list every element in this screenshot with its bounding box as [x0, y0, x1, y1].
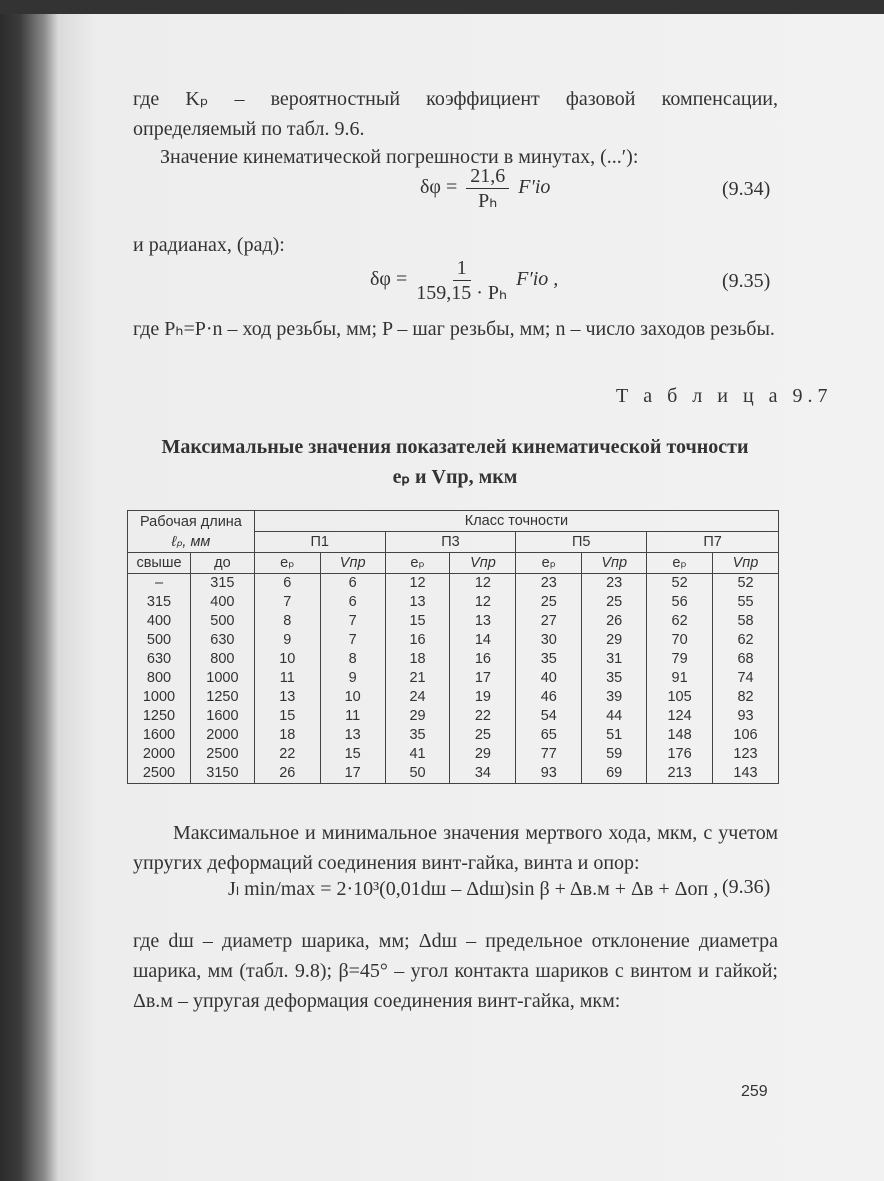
table-cell: 34 — [450, 764, 516, 784]
header-working-length-unit: ℓₚ, мм — [171, 533, 211, 550]
table-cell: 13 — [385, 593, 450, 612]
table-cell: 176 — [647, 745, 713, 764]
table-cell: 26 — [254, 764, 320, 784]
table-cell: 500 — [190, 612, 254, 631]
eq935-lhs: δφ = — [370, 268, 408, 291]
eq935-fraction — [416, 256, 507, 305]
table-cell: 15 — [385, 612, 450, 631]
header-working-length-label: Рабочая длина — [139, 513, 242, 530]
table-cell: 2500 — [128, 764, 191, 784]
table-cell: 22 — [254, 745, 320, 764]
header-from: свыше — [128, 553, 191, 574]
table-cell: 400 — [190, 593, 254, 612]
table-cell: 30 — [516, 631, 582, 650]
equation-9-36: Jₗ min/max = 2·10³(0,01dш – Δdш)sin β + Δв.м + Δв + Δоп , — [228, 878, 719, 900]
paragraph-ball-diameter: где dш – диаметр шарика, мм; Δdш – предельное отклонение диаметра шарика, мм (табл. 9.8); β=45° – угол контакта шариков с винтом и гайкой; Δв.м – упругая деформация соединения винт-гайка, мкм: — [133, 930, 778, 1012]
table-cell: 52 — [713, 574, 779, 594]
header-e: eₚ — [254, 553, 320, 574]
table-cell: 22 — [450, 707, 516, 726]
table-cell: 23 — [582, 574, 647, 594]
table-cell: 79 — [647, 650, 713, 669]
table-cell: 2500 — [190, 745, 254, 764]
eq934-rhs: F′io — [518, 176, 551, 199]
header-class-p1: П1 — [254, 532, 385, 553]
table-title-line2: eₚ и Vпр, мкм — [392, 466, 518, 488]
paragraph-thread-pitch: где Pₕ=P·n – ход резьбы, мм; P – шаг резьбы, мм; n – число заходов резьбы. — [133, 318, 775, 340]
table-caption: Т а б л и ц а 9.7 — [616, 385, 833, 407]
table-cell: 143 — [713, 764, 779, 784]
table-cell: 1250 — [128, 707, 191, 726]
table-cell: 9 — [320, 669, 385, 688]
header-v: Vпр — [713, 553, 779, 574]
header-v: Vпр — [320, 553, 385, 574]
table-cell: 630 — [128, 650, 191, 669]
table-cell: 70 — [647, 631, 713, 650]
header-class-p7: П7 — [647, 532, 779, 553]
table-row — [128, 707, 779, 726]
table-cell: 1600 — [128, 726, 191, 745]
header-v: Vпр — [582, 553, 647, 574]
table-cell: 68 — [713, 650, 779, 669]
table-row — [128, 726, 779, 745]
table-cell: 13 — [254, 688, 320, 707]
table-cell: 35 — [582, 669, 647, 688]
table-cell: 59 — [582, 745, 647, 764]
table-cell: 10 — [254, 650, 320, 669]
eq935-numerator: 1 — [453, 256, 471, 281]
table-cell: 800 — [128, 669, 191, 688]
book-spine-shadow — [0, 14, 58, 1181]
header-v: Vпр — [450, 553, 516, 574]
table-body — [128, 574, 779, 784]
table-cell: 25 — [450, 726, 516, 745]
table-cell: 91 — [647, 669, 713, 688]
table-cell: 7 — [320, 631, 385, 650]
equation-number-9-34: (9.34) — [722, 178, 771, 200]
header-to: до — [190, 553, 254, 574]
header-class-p3: П3 — [385, 532, 516, 553]
table-title-line1: Максимальные значения показателей кинематической точности — [161, 436, 749, 458]
table-cell: 17 — [320, 764, 385, 784]
table-cell: 7 — [320, 612, 385, 631]
table-cell: 315 — [128, 593, 191, 612]
table-cell: 77 — [516, 745, 582, 764]
table-cell: 18 — [254, 726, 320, 745]
table-cell: 18 — [385, 650, 450, 669]
header-accuracy-class: Класс точности — [254, 511, 778, 532]
table-cell: 6 — [254, 574, 320, 594]
table-row — [128, 574, 779, 594]
table-cell: 31 — [582, 650, 647, 669]
table-cell: – — [128, 574, 191, 594]
table-cell: 315 — [190, 574, 254, 594]
header-e: eₚ — [647, 553, 713, 574]
table-cell: 25 — [582, 593, 647, 612]
table-cell: 24 — [385, 688, 450, 707]
paragraph-dead-travel: Максимальное и минимальное значения мертвого хода, мкм, с учетом упругих деформаций соединения винт-гайка, винта и опор: — [133, 822, 778, 874]
table-cell: 400 — [128, 612, 191, 631]
table-cell: 1250 — [190, 688, 254, 707]
equation-9-35 — [370, 256, 558, 305]
table-cell: 9 — [254, 631, 320, 650]
eq934-numerator: 21,6 — [466, 164, 509, 189]
table-cell: 13 — [320, 726, 385, 745]
table-cell: 13 — [450, 612, 516, 631]
equation-number-9-35: (9.35) — [722, 270, 771, 292]
table-cell: 10 — [320, 688, 385, 707]
table-cell: 25 — [516, 593, 582, 612]
header-e: eₚ — [385, 553, 450, 574]
table-cell: 15 — [254, 707, 320, 726]
table-cell: 21 — [385, 669, 450, 688]
table-cell: 93 — [516, 764, 582, 784]
table-cell: 29 — [582, 631, 647, 650]
table-cell: 12 — [385, 574, 450, 594]
table-cell: 6 — [320, 593, 385, 612]
table-cell: 123 — [713, 745, 779, 764]
table-cell: 17 — [450, 669, 516, 688]
table-cell: 500 — [128, 631, 191, 650]
equation-9-34 — [420, 164, 550, 213]
eq935-rhs: F′io , — [516, 268, 559, 291]
table-cell: 93 — [713, 707, 779, 726]
table-cell: 11 — [320, 707, 385, 726]
table-cell: 15 — [320, 745, 385, 764]
paragraph-radians: и радианах, (рад): — [133, 234, 285, 256]
table-cell: 7 — [254, 593, 320, 612]
table-cell: 124 — [647, 707, 713, 726]
table-cell: 50 — [385, 764, 450, 784]
table-cell: 40 — [516, 669, 582, 688]
header-e: eₚ — [516, 553, 582, 574]
table-cell: 29 — [450, 745, 516, 764]
table-cell: 55 — [713, 593, 779, 612]
paragraph-kinematic-minutes: Значение кинематической погрешности в минутах, (...′): — [160, 146, 639, 168]
table-row — [128, 669, 779, 688]
table-cell: 1600 — [190, 707, 254, 726]
table-cell: 58 — [713, 612, 779, 631]
table-cell: 82 — [713, 688, 779, 707]
table-cell: 16 — [385, 631, 450, 650]
table-cell: 23 — [516, 574, 582, 594]
table-cell: 12 — [450, 574, 516, 594]
table-cell: 62 — [647, 612, 713, 631]
equation-number-9-36: (9.36) — [722, 876, 771, 898]
table-cell: 800 — [190, 650, 254, 669]
table-cell: 69 — [582, 764, 647, 784]
table-cell: 1000 — [190, 669, 254, 688]
table-row — [128, 650, 779, 669]
table-row — [128, 745, 779, 764]
table-row — [128, 764, 779, 784]
table-cell: 51 — [582, 726, 647, 745]
table-cell: 148 — [647, 726, 713, 745]
eq934-lhs: δφ = — [420, 176, 458, 199]
top-edge-shadow — [0, 0, 884, 14]
table-cell: 105 — [647, 688, 713, 707]
table-cell: 1000 — [128, 688, 191, 707]
table-cell: 39 — [582, 688, 647, 707]
table-cell: 11 — [254, 669, 320, 688]
table-cell: 44 — [582, 707, 647, 726]
table-cell: 8 — [320, 650, 385, 669]
table-cell: 14 — [450, 631, 516, 650]
table-cell: 630 — [190, 631, 254, 650]
page-number: 259 — [741, 1083, 768, 1100]
header-class-p5: П5 — [516, 532, 647, 553]
table-cell: 2000 — [190, 726, 254, 745]
table-cell: 6 — [320, 574, 385, 594]
table-row — [128, 688, 779, 707]
table-cell: 16 — [450, 650, 516, 669]
table-row — [128, 593, 779, 612]
table-row — [128, 612, 779, 631]
eq934-denominator: Pₕ — [478, 190, 498, 212]
header-working-length — [128, 511, 255, 553]
table-cell: 52 — [647, 574, 713, 594]
table-cell: 41 — [385, 745, 450, 764]
table-cell: 19 — [450, 688, 516, 707]
table-cell: 213 — [647, 764, 713, 784]
table-cell: 35 — [516, 650, 582, 669]
table-cell: 54 — [516, 707, 582, 726]
table-cell: 35 — [385, 726, 450, 745]
table-row — [128, 631, 779, 650]
table-cell: 8 — [254, 612, 320, 631]
table-cell: 106 — [713, 726, 779, 745]
eq935-denominator: 159,15 · Pₕ — [416, 282, 508, 304]
table-cell: 2000 — [128, 745, 191, 764]
table-cell: 65 — [516, 726, 582, 745]
table-cell: 62 — [713, 631, 779, 650]
eq934-fraction — [466, 164, 509, 213]
table-cell: 12 — [450, 593, 516, 612]
table-cell: 26 — [582, 612, 647, 631]
kinematic-accuracy-table — [127, 510, 779, 784]
table-cell: 3150 — [190, 764, 254, 784]
table-cell: 29 — [385, 707, 450, 726]
table-cell: 74 — [713, 669, 779, 688]
paragraph-kp-definition: где Kₚ – вероятностный коэффициент фазовой компенсации, определяемый по табл. 9.6. — [133, 88, 778, 140]
table-cell: 27 — [516, 612, 582, 631]
table-cell: 46 — [516, 688, 582, 707]
table-cell: 56 — [647, 593, 713, 612]
